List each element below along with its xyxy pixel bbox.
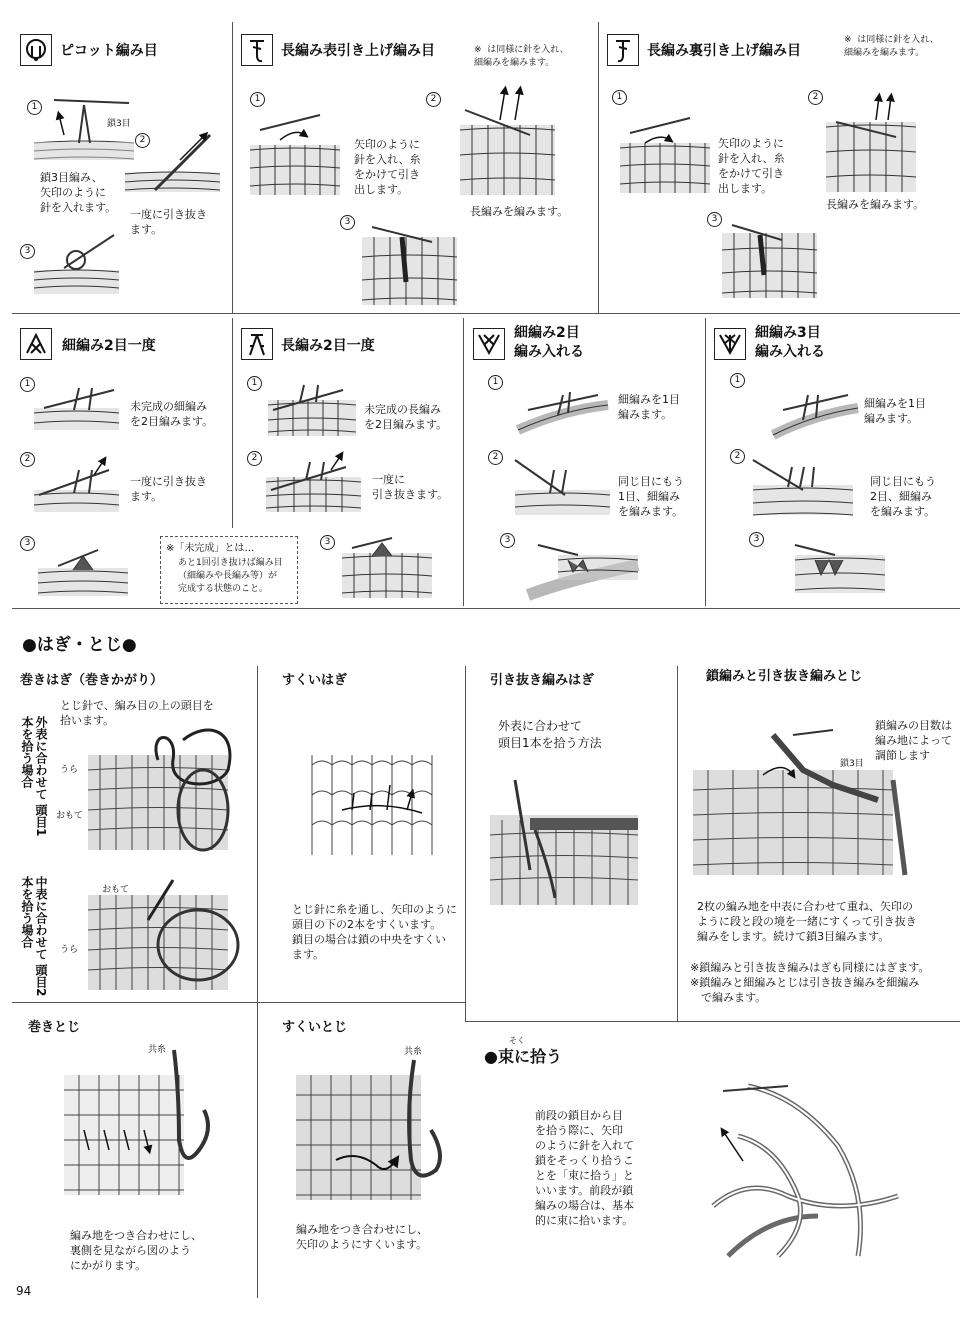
whipstitch-seam-intro: とじ針で、編み目の上の頭目を 拾います。 (60, 699, 214, 727)
step-number: 1 (730, 373, 745, 388)
sc3inc-title: 細編み3目 編み入れる (755, 325, 825, 360)
sc2tog-step2-text: 一度に引き抜き ます。 (130, 475, 207, 503)
back-post-dc-title: 長編み裏引き上げ編み目 (647, 43, 801, 59)
picot-title: ピコット編み目 (60, 43, 158, 59)
sc3inc-step3-illustration (785, 540, 890, 598)
sc3inc-step1-text: 細編みを1目 編みます。 (864, 397, 926, 425)
same-yarn-label: 共糸 (148, 1045, 167, 1055)
step-number: 3 (707, 212, 722, 227)
step-number: 2 (426, 92, 441, 107)
picot-step2-text: 一度に引き抜き ます。 (130, 208, 207, 236)
ura-label: うら (60, 765, 79, 775)
step-number: 2 (730, 449, 745, 464)
picot-step3-illustration (34, 230, 124, 300)
step-number: 3 (749, 532, 764, 547)
sukui-seam-text: とじ針に糸を通し、矢印のように 頭目の下の2本をすくいます。 鎖目の場合は鎖の中央をすくい ます。 (292, 903, 457, 961)
front-post-dc-title: 長編み表引き上げ編み目 (281, 43, 435, 59)
sc2tog-step3-illustration (38, 548, 133, 598)
divider (677, 666, 678, 1021)
sc2tog-step1-illustration (34, 378, 124, 433)
sc3inc-step2-illustration (748, 455, 860, 523)
sc2inc-step3-illustration (528, 540, 643, 598)
picot-step1-illustration (34, 95, 134, 165)
dc2tog-step2-text: 一度に 引き抜きます。 (372, 473, 449, 501)
whipstitch-seam-case1: 外表に合わせて 頭目1本を拾う場合 (20, 716, 48, 837)
chain-slip-join-note-1: ※鎖編みと引き抜き編みはぎも同様にはぎます。 (690, 961, 930, 974)
page-number: 94 (16, 1284, 32, 1298)
step-number: 2 (247, 451, 262, 466)
step-number: 1 (20, 377, 35, 392)
unfinished-note-body: あと1回引き抜けば編み目 （細編みや長編み等）が 完成する状態のこと。 (178, 558, 283, 594)
whipstitch-seam-title: 巻きはぎ（巻きかがり） (20, 673, 164, 688)
sc2tog-title: 細編み2目一度 (62, 338, 156, 354)
sukui-join-illustration (296, 1060, 446, 1210)
chain3-label: 鎖3目 (107, 119, 131, 129)
bundle-ruby: そく (509, 1036, 525, 1045)
seaming-heading: ●はぎ・とじ● (22, 635, 137, 655)
divider (12, 608, 960, 609)
step-number: 3 (20, 536, 35, 551)
front-post-dc-symbol-icon (241, 34, 273, 66)
divider (465, 666, 466, 1021)
front-post-dc-step1-illustration (250, 110, 345, 200)
step-number: 1 (247, 376, 262, 391)
sukui-seam-illustration (312, 745, 437, 860)
sukui-seam-title: すくいはぎ (282, 673, 348, 688)
divider (598, 22, 599, 313)
step-number: 1 (27, 100, 42, 115)
dc2tog-step1-text: 未完成の長編み を2目編みます。 (364, 403, 448, 431)
whipstitch-seam-case2: 中表に合わせて 頭目2本を拾う場合 (20, 876, 48, 997)
chain-slip-join-title: 鎖編みと引き抜き編みとじ (706, 669, 863, 684)
back-post-dc-note: ※ は同様に針を入れ、 細編みを編みます。 (844, 35, 939, 58)
back-post-dc-step1-illustration (620, 108, 715, 198)
back-post-dc-step2-text: 長編みを編みます。 (826, 198, 925, 211)
picot-step2-illustration (125, 130, 220, 200)
ura-label: うら (60, 945, 79, 955)
sc2inc-step2-text: 同じ目にもう 1目、細編み を編みます。 (618, 475, 684, 518)
back-post-dc-step1-text: 矢印のように 針を入れ、糸 をかけて引き 出します。 (718, 137, 785, 195)
sc3inc-step1-illustration (768, 380, 863, 442)
chain-slip-join-side-note: 鎖編みの目数は 編み地によって 調節します (875, 719, 952, 762)
divider (257, 666, 258, 1298)
dc2tog-step1-illustration (268, 380, 360, 438)
dc2tog-title: 長編み2目一度 (281, 338, 375, 354)
sc2tog-step1-text: 未完成の細編み を2目編みます。 (130, 400, 214, 428)
step-number: 3 (320, 535, 335, 550)
dc2tog-step3-illustration (342, 538, 437, 600)
slip-seam-title: 引き抜き編みはぎ (490, 673, 595, 688)
step-number: 1 (488, 375, 503, 390)
front-post-dc-step3-illustration (362, 222, 462, 307)
chain3-label: 鎖3目 (840, 759, 864, 769)
omote-label: おもて (56, 811, 84, 821)
sc2inc-symbol-icon (473, 328, 505, 360)
chain-slip-join-text: 2枚の編み地を中表に合わせて重ね、矢印の ように段と段の境を一緒にすくって引き抜き 編みをします。続けて鎖3目編みます。 (697, 900, 917, 943)
back-post-dc-step3-illustration (722, 225, 822, 300)
back-post-dc-symbol-icon (607, 34, 639, 66)
front-post-dc-note: ※ は同様に針を入れ、 細編みを編みます。 (474, 45, 569, 68)
whip-join-illustration (64, 1050, 214, 1200)
bundle-illustration (708, 1066, 908, 1266)
step-number: 2 (488, 450, 503, 465)
sc3inc-step2-text: 同じ目にもう 2目、細編み を編みます。 (870, 475, 936, 518)
dc2tog-step2-illustration (266, 452, 366, 514)
front-post-dc-step2-text: 長編みを編みます。 (470, 205, 569, 218)
divider (232, 318, 233, 528)
back-post-dc-step2-illustration (826, 92, 921, 197)
step-number: 3 (500, 533, 515, 548)
divider (465, 1021, 960, 1022)
step-number: 2 (808, 90, 823, 105)
unfinished-note-title: ※「未完成」とは… (166, 543, 255, 554)
sc2inc-step1-illustration (518, 380, 613, 440)
front-post-dc-step1-text: 矢印のように 針を入れ、糸 をかけて引き 出します。 (354, 138, 421, 196)
divider (12, 1002, 465, 1003)
sukui-join-title: すくいとじ (282, 1020, 348, 1035)
picot-step1-text: 鎖3目編み、 矢印のように 針を入れます。 (40, 171, 117, 214)
step-number: 1 (612, 90, 627, 105)
whipstitch-seam-illustration-2 (88, 880, 243, 995)
step-number: 3 (20, 244, 35, 259)
step-number: 3 (340, 215, 355, 230)
picot-symbol-icon (20, 34, 52, 66)
sc2inc-step1-text: 細編みを1目 編みます。 (618, 393, 680, 421)
divider (705, 318, 706, 606)
same-yarn-label: 共糸 (404, 1047, 423, 1057)
chain-slip-join-note-2: ※鎖編みと細編みとじは引き抜き編みを細編み で編みます。 (690, 976, 920, 1004)
bundle-text: 前段の鎖目から目 を拾う際に、矢印 のように針を入れて 鎖をそっくり拾うこ とを「束に拾う」と いいます。前段が鎖 編みの場合は、基本 的に束に拾います。 (535, 1109, 634, 1227)
divider (463, 318, 464, 606)
slip-seam-text: 外表に合わせて 頭目1本を拾う方法 (498, 719, 602, 750)
step-number: 1 (250, 92, 265, 107)
sc3inc-symbol-icon (714, 328, 746, 360)
chain-slip-join-illustration (693, 730, 913, 880)
omote-label: おもて (102, 885, 130, 895)
sc2tog-symbol-icon (20, 328, 52, 360)
step-number: 2 (135, 133, 150, 148)
sc2tog-step2-illustration (34, 455, 124, 515)
front-post-dc-step2-illustration (460, 85, 560, 200)
dc2tog-symbol-icon (241, 328, 273, 360)
sc2inc-step2-illustration (510, 455, 615, 520)
step-number: 2 (20, 452, 35, 467)
bundle-title: ●束に拾う (484, 1047, 562, 1066)
sukui-join-text: 編み地をつき合わせにし、 矢印のようにすくいます。 (296, 1223, 428, 1251)
slip-seam-illustration (490, 780, 640, 910)
divider (232, 22, 233, 313)
divider (12, 313, 960, 314)
whip-join-title: 巻きとじ (28, 1020, 81, 1035)
whip-join-text: 編み地をつき合わせにし、 裏側を見ながら図のよう にかがります。 (70, 1229, 202, 1272)
whipstitch-seam-illustration-1 (88, 730, 238, 855)
sc2inc-title: 細編み2目 編み入れる (514, 325, 584, 360)
